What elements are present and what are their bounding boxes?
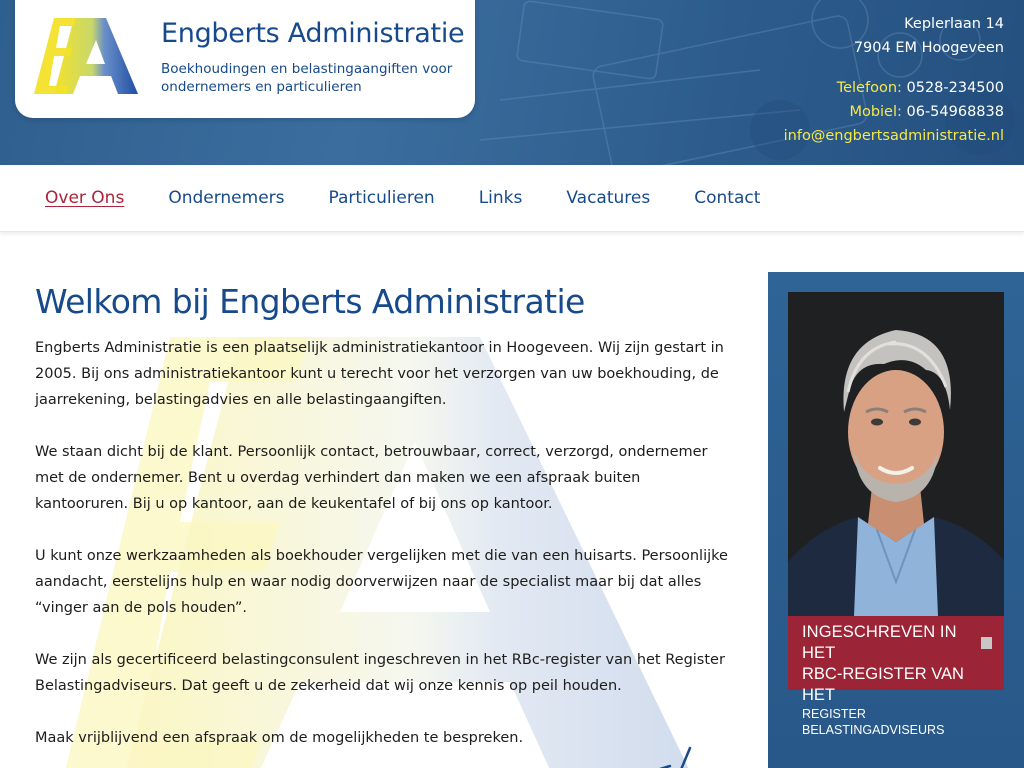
paragraph-afspraak: Maak vrijblijvend een afspraak om de mogelijkheden te bespreken. — [35, 730, 524, 746]
rbc-line-1-text: INGESCHREVEN IN HET — [802, 623, 957, 662]
phone-number[interactable]: 0528-234500 — [906, 80, 1004, 96]
paragraph-intro: Engberts Administratie is een plaatselijk administratiekantoor in Hoogeveen. Wij zijn gestart in 2005. Bij ons administratiekantoor kunt u terecht voor het verzorgen van uw boekhouding, de jaarrekening, belastingadvies en alle belastingaangiften. — [35, 340, 724, 408]
phone-label: Telefoon: — [836, 80, 902, 96]
logo-card[interactable] — [15, 0, 475, 118]
mobile-label: Mobiel: — [849, 104, 902, 120]
signature-stroke — [640, 742, 700, 768]
phone-line[interactable] — [784, 76, 1004, 100]
rbc-line-2: RBC-REGISTER VAN HET — [802, 665, 964, 704]
nav-item-particulieren[interactable]: Particulieren — [328, 188, 435, 208]
address-city: 7904 EM Hoogeveen — [853, 40, 1004, 56]
brand-name[interactable]: Engberts Administratie — [161, 18, 465, 49]
portrait-photo — [788, 292, 1004, 616]
mobile-line[interactable] — [784, 100, 1004, 124]
paragraph-register: We zijn als gecertificeerd belastingconsulent ingeschreven in het RBc-register van het Register Belastingadviseurs. Dat geeft u de zekerheid dat wij onze kennis op peil houden. — [35, 652, 725, 694]
rbc-line-3: REGISTER BELASTINGADVISEURS — [802, 707, 945, 737]
nav-item-contact[interactable]: Contact — [694, 188, 761, 208]
page-title: Welkom bij Engberts Administratie — [35, 282, 585, 321]
sidebar-panel — [768, 272, 1024, 768]
nav-item-over-ons[interactable]: Over Ons — [45, 188, 125, 208]
mobile-number[interactable]: 06-54968838 — [906, 104, 1004, 120]
email-link[interactable]: info@engbertsadministratie.nl — [783, 128, 1004, 144]
main-content — [0, 232, 768, 768]
address-street: Keplerlaan 14 — [904, 16, 1004, 32]
portrait-illustration — [788, 292, 1004, 616]
rbc-register-badge[interactable] — [788, 616, 1004, 737]
nav-item-ondernemers[interactable]: Ondernemers — [168, 188, 285, 208]
paragraph-client: We staan dicht bij de klant. Persoonlijk contact, betrouwbaar, correct, verzorgd, ondernemer met de ondernemer. Bent u overdag verhindert dan maken we een afspraak buiten kantooruren. Bij u op kantoor, aan de keukentafel of bij ons op kantoor. — [35, 444, 708, 512]
rbc-line-1 — [802, 622, 992, 664]
site-header — [0, 0, 1024, 165]
square-icon — [981, 637, 992, 649]
nav-item-vacatures[interactable]: Vacatures — [566, 188, 651, 208]
contact-block — [784, 12, 1004, 148]
brand-tagline: Boekhoudingen en belastingaangiften voor ondernemers en particulieren — [161, 61, 453, 95]
main-navigation — [0, 165, 1024, 232]
paragraph-huisarts: U kunt onze werkzaamheden als boekhouder vergelijken met die van een huisarts. Persoonlijke aandacht, eerstelijns hulp en waar nodig doorverwijzen naar de specialist maar bij dat alles “vinger aan de pols houden”. — [35, 548, 728, 616]
intro-section — [35, 282, 735, 768]
ea-logo — [34, 18, 138, 94]
nav-item-links[interactable]: Links — [478, 188, 523, 208]
